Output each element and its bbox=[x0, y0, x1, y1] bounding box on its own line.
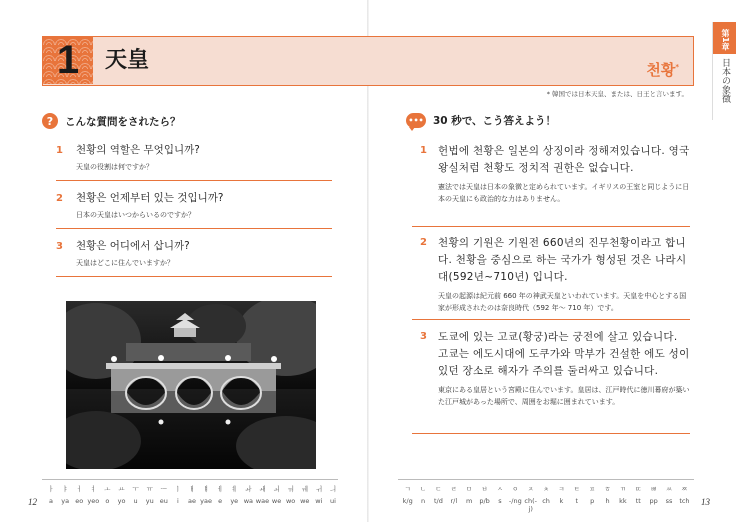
vowel-romanization: wae bbox=[255, 497, 270, 505]
questions-heading-text: こんな質問をされたら？ bbox=[65, 115, 181, 128]
answer-number: 2 bbox=[420, 237, 427, 248]
answer-korean: 헌법에 천황은 일본의 상징이라 정해져있습니다. 영국 왕실처럼 천황도 정치적 권한은 없습니다. bbox=[438, 145, 690, 174]
consonant-jamo: ㅇ bbox=[512, 485, 519, 493]
answer-number: 1 bbox=[420, 145, 427, 156]
consonant-jamo: ㅊ bbox=[542, 485, 550, 493]
vowel-jamo: ㅓ bbox=[76, 485, 83, 493]
vowel-jamo: ㅗ bbox=[104, 485, 111, 493]
question-japanese: 天皇はどこに住んでいますか？ bbox=[76, 259, 174, 267]
consonant-romanization: h bbox=[605, 497, 610, 505]
consonant-jamo: ㅈ bbox=[527, 485, 534, 493]
question-item-2 bbox=[56, 191, 332, 229]
answer-japanese: 憲法では天皇は日本の象徴と定められています。イギリスの王室と同じように日本の天皇にも政治的な力はありません。 bbox=[438, 183, 690, 203]
vowel-romanization: eu bbox=[159, 497, 168, 505]
chapter-tab[interactable] bbox=[712, 22, 736, 120]
consonant-romanization: ch bbox=[542, 497, 550, 505]
chapter-header bbox=[42, 36, 694, 86]
question-number: 1 bbox=[56, 145, 63, 156]
vowel-jamo: ㅘ bbox=[245, 485, 252, 493]
korean-title bbox=[646, 59, 679, 80]
vowel-jamo: ㅝ bbox=[287, 485, 294, 493]
chapter-label: 第1章 bbox=[713, 22, 736, 54]
answer-korean: 천황의 기원은 기원전 660년의 진무천황이라고 합니다. 천황을 중심으로 하는 국가가 형성된 것은 나라시대(592년~710년) 입니다. bbox=[438, 237, 687, 283]
speech-bubble-icon: ••• bbox=[406, 113, 426, 128]
consonant-romanization: n bbox=[421, 497, 426, 505]
answers-heading bbox=[406, 113, 556, 128]
vowel-romanization: yeo bbox=[87, 497, 100, 505]
vowel-jamo: ㅔ bbox=[217, 485, 224, 493]
vowel-jamo: ㅢ bbox=[329, 485, 337, 493]
chapter-name: 日本の象徴 bbox=[720, 58, 730, 103]
consonant-jamo-row bbox=[400, 484, 692, 493]
korean-title-mark: * bbox=[675, 63, 679, 71]
vowel-jamo: ㅕ bbox=[90, 485, 97, 493]
consonant-jamo: ㅆ bbox=[665, 485, 673, 493]
consonant-jamo: ㅋ bbox=[558, 485, 565, 493]
footer-rule-left bbox=[42, 479, 338, 480]
question-number: 2 bbox=[56, 193, 63, 204]
vowel-jamo: ㅟ bbox=[315, 485, 322, 493]
vowel-romanization: wo bbox=[285, 497, 296, 505]
vowel-romanization: e bbox=[218, 497, 223, 505]
consonant-jamo: ㅍ bbox=[589, 485, 596, 493]
section-number-box bbox=[43, 37, 93, 84]
question-japanese: 日本の天皇はいつからいるのですか？ bbox=[76, 211, 195, 219]
vowel-romanization: yu bbox=[145, 497, 154, 505]
question-korean: 천황은 어디에서 삽니까? bbox=[76, 240, 190, 252]
section-number: 1 bbox=[56, 38, 80, 82]
answer-item-2 bbox=[420, 235, 690, 314]
question-item-1 bbox=[56, 143, 332, 181]
vowel-romanization: u bbox=[133, 497, 138, 505]
consonant-jamo: ㄱ bbox=[404, 485, 411, 493]
vowel-jamo: ㅠ bbox=[146, 485, 153, 493]
consonant-jamo: ㄷ bbox=[435, 485, 442, 493]
consonant-jamo: ㅂ bbox=[481, 485, 488, 493]
answer-number: 3 bbox=[420, 331, 427, 342]
consonant-jamo: ㄹ bbox=[450, 485, 457, 493]
vowel-romanization: we bbox=[271, 497, 282, 505]
vowel-romanization: ae bbox=[187, 497, 196, 505]
question-korean: 천황은 언제부터 있는 것입니까? bbox=[76, 192, 224, 204]
question-korean: 천황의 역할은 무엇입니까? bbox=[76, 144, 200, 156]
vowel-jamo: ㅡ bbox=[160, 485, 167, 493]
header-footnote: * 韓国では日本天皇、または、日王と言います。 bbox=[546, 90, 688, 98]
vowel-romanization: o bbox=[105, 497, 110, 505]
answer-divider bbox=[412, 226, 690, 227]
consonant-romanization: t bbox=[575, 497, 579, 505]
consonant-jamo: ㅅ bbox=[496, 485, 504, 493]
consonant-jamo: ㅁ bbox=[466, 485, 473, 493]
consonant-romanization: -/ng bbox=[508, 497, 522, 505]
vowel-romanization: a bbox=[49, 497, 54, 505]
questions-heading bbox=[42, 113, 181, 129]
answer-japanese: 天皇の起源は紀元前 660 年の神武天皇といわれています。天皇を中心とする国家が形成されたのは奈良時代（592 年～ 710 年）です。 bbox=[438, 292, 687, 312]
consonant-romanization: ch(-j) bbox=[524, 497, 537, 513]
question-number: 3 bbox=[56, 241, 63, 252]
answer-japanese: 東京にある皇居という宮殿に住んでいます。皇居は、江戸時代に徳川幕府が築いた江戸城があった場所で、周囲をお堀に囲まれています。 bbox=[438, 386, 690, 406]
vowel-romanization: eo bbox=[75, 497, 84, 505]
consonant-romanization: k bbox=[559, 497, 564, 505]
question-item-3 bbox=[56, 239, 332, 277]
question-japanese: 天皇の役割は何ですか？ bbox=[76, 163, 153, 171]
consonant-romanization: p/b bbox=[479, 497, 490, 505]
vowel-romanization: yae bbox=[200, 497, 212, 505]
footer-rule-right bbox=[398, 479, 694, 480]
consonant-romanization: k/g bbox=[402, 497, 413, 505]
question-icon: ? bbox=[42, 113, 58, 129]
vowel-jamo: ㅜ bbox=[132, 485, 139, 493]
consonant-romanization: tt bbox=[635, 497, 641, 505]
vowel-romanization: yo bbox=[117, 497, 126, 505]
answer-korean: 도쿄에 있는 고쿄(황궁)라는 궁전에 살고 있습니다. 고쿄는 에도시대에 도쿠가와 막부가 건설한 에도 성이 있던 장소로 해자가 주의를 둘러싸고 있습니다. bbox=[438, 331, 690, 377]
palace-bridge-image bbox=[66, 301, 316, 469]
vowel-roman-row bbox=[44, 497, 340, 505]
consonant-jamo: ㄴ bbox=[419, 485, 427, 493]
consonant-jamo: ㅉ bbox=[681, 485, 688, 493]
consonant-romanization: r/l bbox=[450, 497, 458, 505]
vowel-romanization: ya bbox=[61, 497, 70, 505]
vowel-romanization: wa bbox=[243, 497, 254, 505]
page-title: 天皇 bbox=[105, 48, 150, 73]
vowel-jamo: ㅚ bbox=[273, 485, 280, 493]
consonant-romanization: t/d bbox=[434, 497, 443, 505]
consonant-jamo: ㅃ bbox=[650, 485, 657, 493]
imperial-palace-photo bbox=[66, 301, 316, 469]
vowel-romanization: ye bbox=[230, 497, 239, 505]
vowel-jamo: ㅑ bbox=[62, 485, 69, 493]
consonant-jamo: ㅌ bbox=[573, 485, 580, 493]
vowel-jamo: ㅣ bbox=[174, 485, 182, 493]
page-number-left: 12 bbox=[28, 497, 37, 507]
vowel-romanization: i bbox=[176, 497, 179, 505]
consonant-jamo: ㄸ bbox=[635, 485, 642, 493]
vowel-romanization: ui bbox=[329, 497, 336, 505]
vowel-jamo: ㅏ bbox=[47, 485, 55, 493]
consonant-romanization: tch bbox=[679, 497, 690, 505]
consonant-roman-row bbox=[400, 497, 692, 513]
consonant-jamo: ㅎ bbox=[604, 485, 611, 493]
vowel-jamo: ㅐ bbox=[188, 485, 196, 493]
vowel-jamo: ㅖ bbox=[231, 485, 238, 493]
answer-divider bbox=[412, 433, 690, 434]
consonant-romanization: pp bbox=[649, 497, 658, 505]
vowel-romanization: wi bbox=[315, 497, 323, 505]
vowel-jamo-row bbox=[44, 484, 340, 493]
answer-item-1 bbox=[420, 143, 690, 205]
vowel-jamo: ㅒ bbox=[202, 485, 210, 493]
vowel-romanization: we bbox=[300, 497, 310, 505]
page-number-right: 13 bbox=[701, 497, 710, 507]
answer-divider bbox=[412, 319, 690, 320]
consonant-romanization: ss bbox=[665, 497, 673, 505]
consonant-romanization: p bbox=[590, 497, 595, 505]
vowel-jamo: ㅛ bbox=[118, 485, 125, 493]
answers-heading-text: 30 秒で、こう答えよう！ bbox=[433, 115, 557, 127]
consonant-romanization: kk bbox=[619, 497, 627, 505]
consonant-jamo: ㄲ bbox=[619, 485, 627, 493]
korean-title-text: 천황 bbox=[646, 61, 676, 79]
consonant-romanization: s bbox=[498, 497, 502, 505]
consonant-romanization: m bbox=[466, 497, 473, 505]
answer-item-3 bbox=[420, 329, 690, 408]
vowel-jamo: ㅞ bbox=[301, 485, 308, 493]
vowel-jamo: ㅙ bbox=[259, 485, 266, 493]
